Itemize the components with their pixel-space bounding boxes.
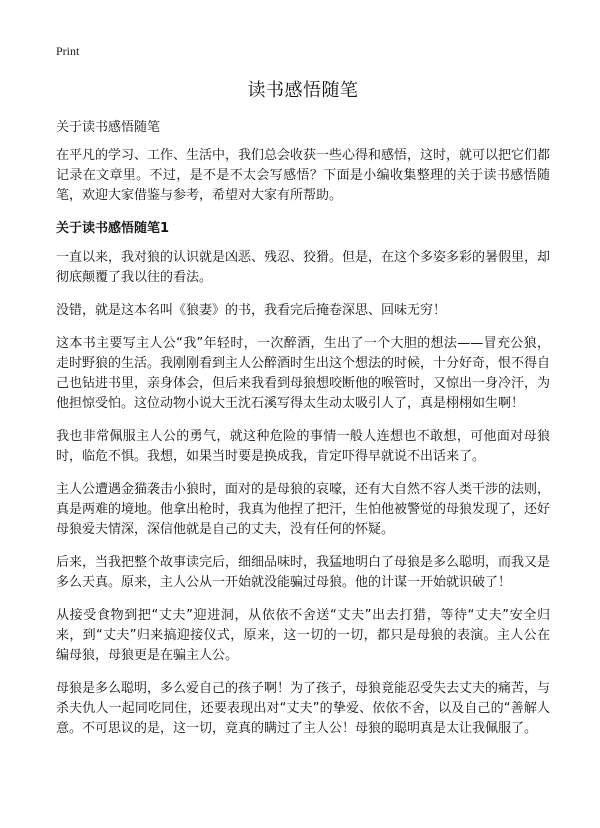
paragraph-2: 没错，就是这本名叫《狼妻》的书，我看完后掩卷深思、回味无穷！ bbox=[56, 303, 447, 318]
page-title: 读书感悟随笔 bbox=[247, 80, 359, 101]
paragraph-5: 主人公遭遇金猫袭击小狼时，面对的是母狼的哀嚎，还有大自然不容人类干涉的法则，真是两难的境地。他拿出枪时，我真为他捏了把汗，生怕他被警觉的母狼发现了，还好母狼爱夫情深，深信他就是自己的丈夫，没有任何的怀疑。 bbox=[56, 482, 551, 537]
article bbox=[56, 78, 550, 752]
paragraph-6: 后来，当我把整个故事读完后，细细品味时，我猛地明白了母狼是多么聪明，而我又是多么天真。原来，主人公从一开始就没能骗过母狼。他的计谋一开始就识破了！ bbox=[56, 555, 551, 590]
paragraph-8: 母狼是多么聪明，多么爱自己的孩子啊！为了孩子，母狼竟能忍受失去丈夫的痛苦，与杀夫仇人一起同吃同住，还要表现出对“丈夫”的挚爱、依依不舍，以及自己的“善解人意。不可思议的是，这一切，竟真的瞒过了主人公！母狼的聪明真是太让我佩服了。 bbox=[56, 681, 551, 736]
section-heading: 关于读书感悟随笔1 bbox=[56, 221, 170, 236]
article-subtitle: 关于读书感悟随笔 bbox=[56, 120, 161, 135]
paragraph-4: 我也非常佩服主人公的勇气，就这种危险的事情一般人连想也不敢想，可他面对母狼时，临危不惧。我想，如果当时要是换成我，肯定吓得早就说不出话来了。 bbox=[56, 429, 550, 464]
paragraph-7: 从接受食物到把“丈夫”迎进洞，从依依不舍送“丈夫”出去打猎，等待“丈夫”安全归来，到“丈夫”归来搞迎接仪式，原来，这一切的一切，都只是母狼的表演。主人公在编母狼，母狼更是在骗主人公。 bbox=[56, 608, 550, 663]
intro-paragraph: 在平凡的学习、工作、生活中，我们总会收获一些心得和感悟，这时，就可以把它们都记录在文章里。不过，是不是不太会写感悟？下面是小编收集整理的关于读书感悟随笔，欢迎大家借鉴与参考，希望对大家有所帮助。 bbox=[56, 148, 551, 203]
paragraph-1: 一直以来，我对狼的认识就是凶恶、残忍、狡猾。但是，在这个多姿多彩的暑假里，却彻底颠覆了我以往的看法。 bbox=[56, 250, 551, 285]
print-link[interactable]: Print bbox=[56, 44, 80, 58]
paragraph-3: 这本书主要写主人公“我”年轻时，一次醉酒，生出了一个大胆的想法——冒充公狼，走时野狼的生活。我刚刚看到主人公醉酒时生出这个想法的时候，十分好奇，恨不得自己也钻进书里，亲身体会，但后来我看到母狼想咬断他的喉管时，又惊出一身冷汗，为他担惊受怕。这位动物小说大王沈石溪写得太生动太吸引人了，真是栩栩如生啊！ bbox=[56, 336, 551, 411]
